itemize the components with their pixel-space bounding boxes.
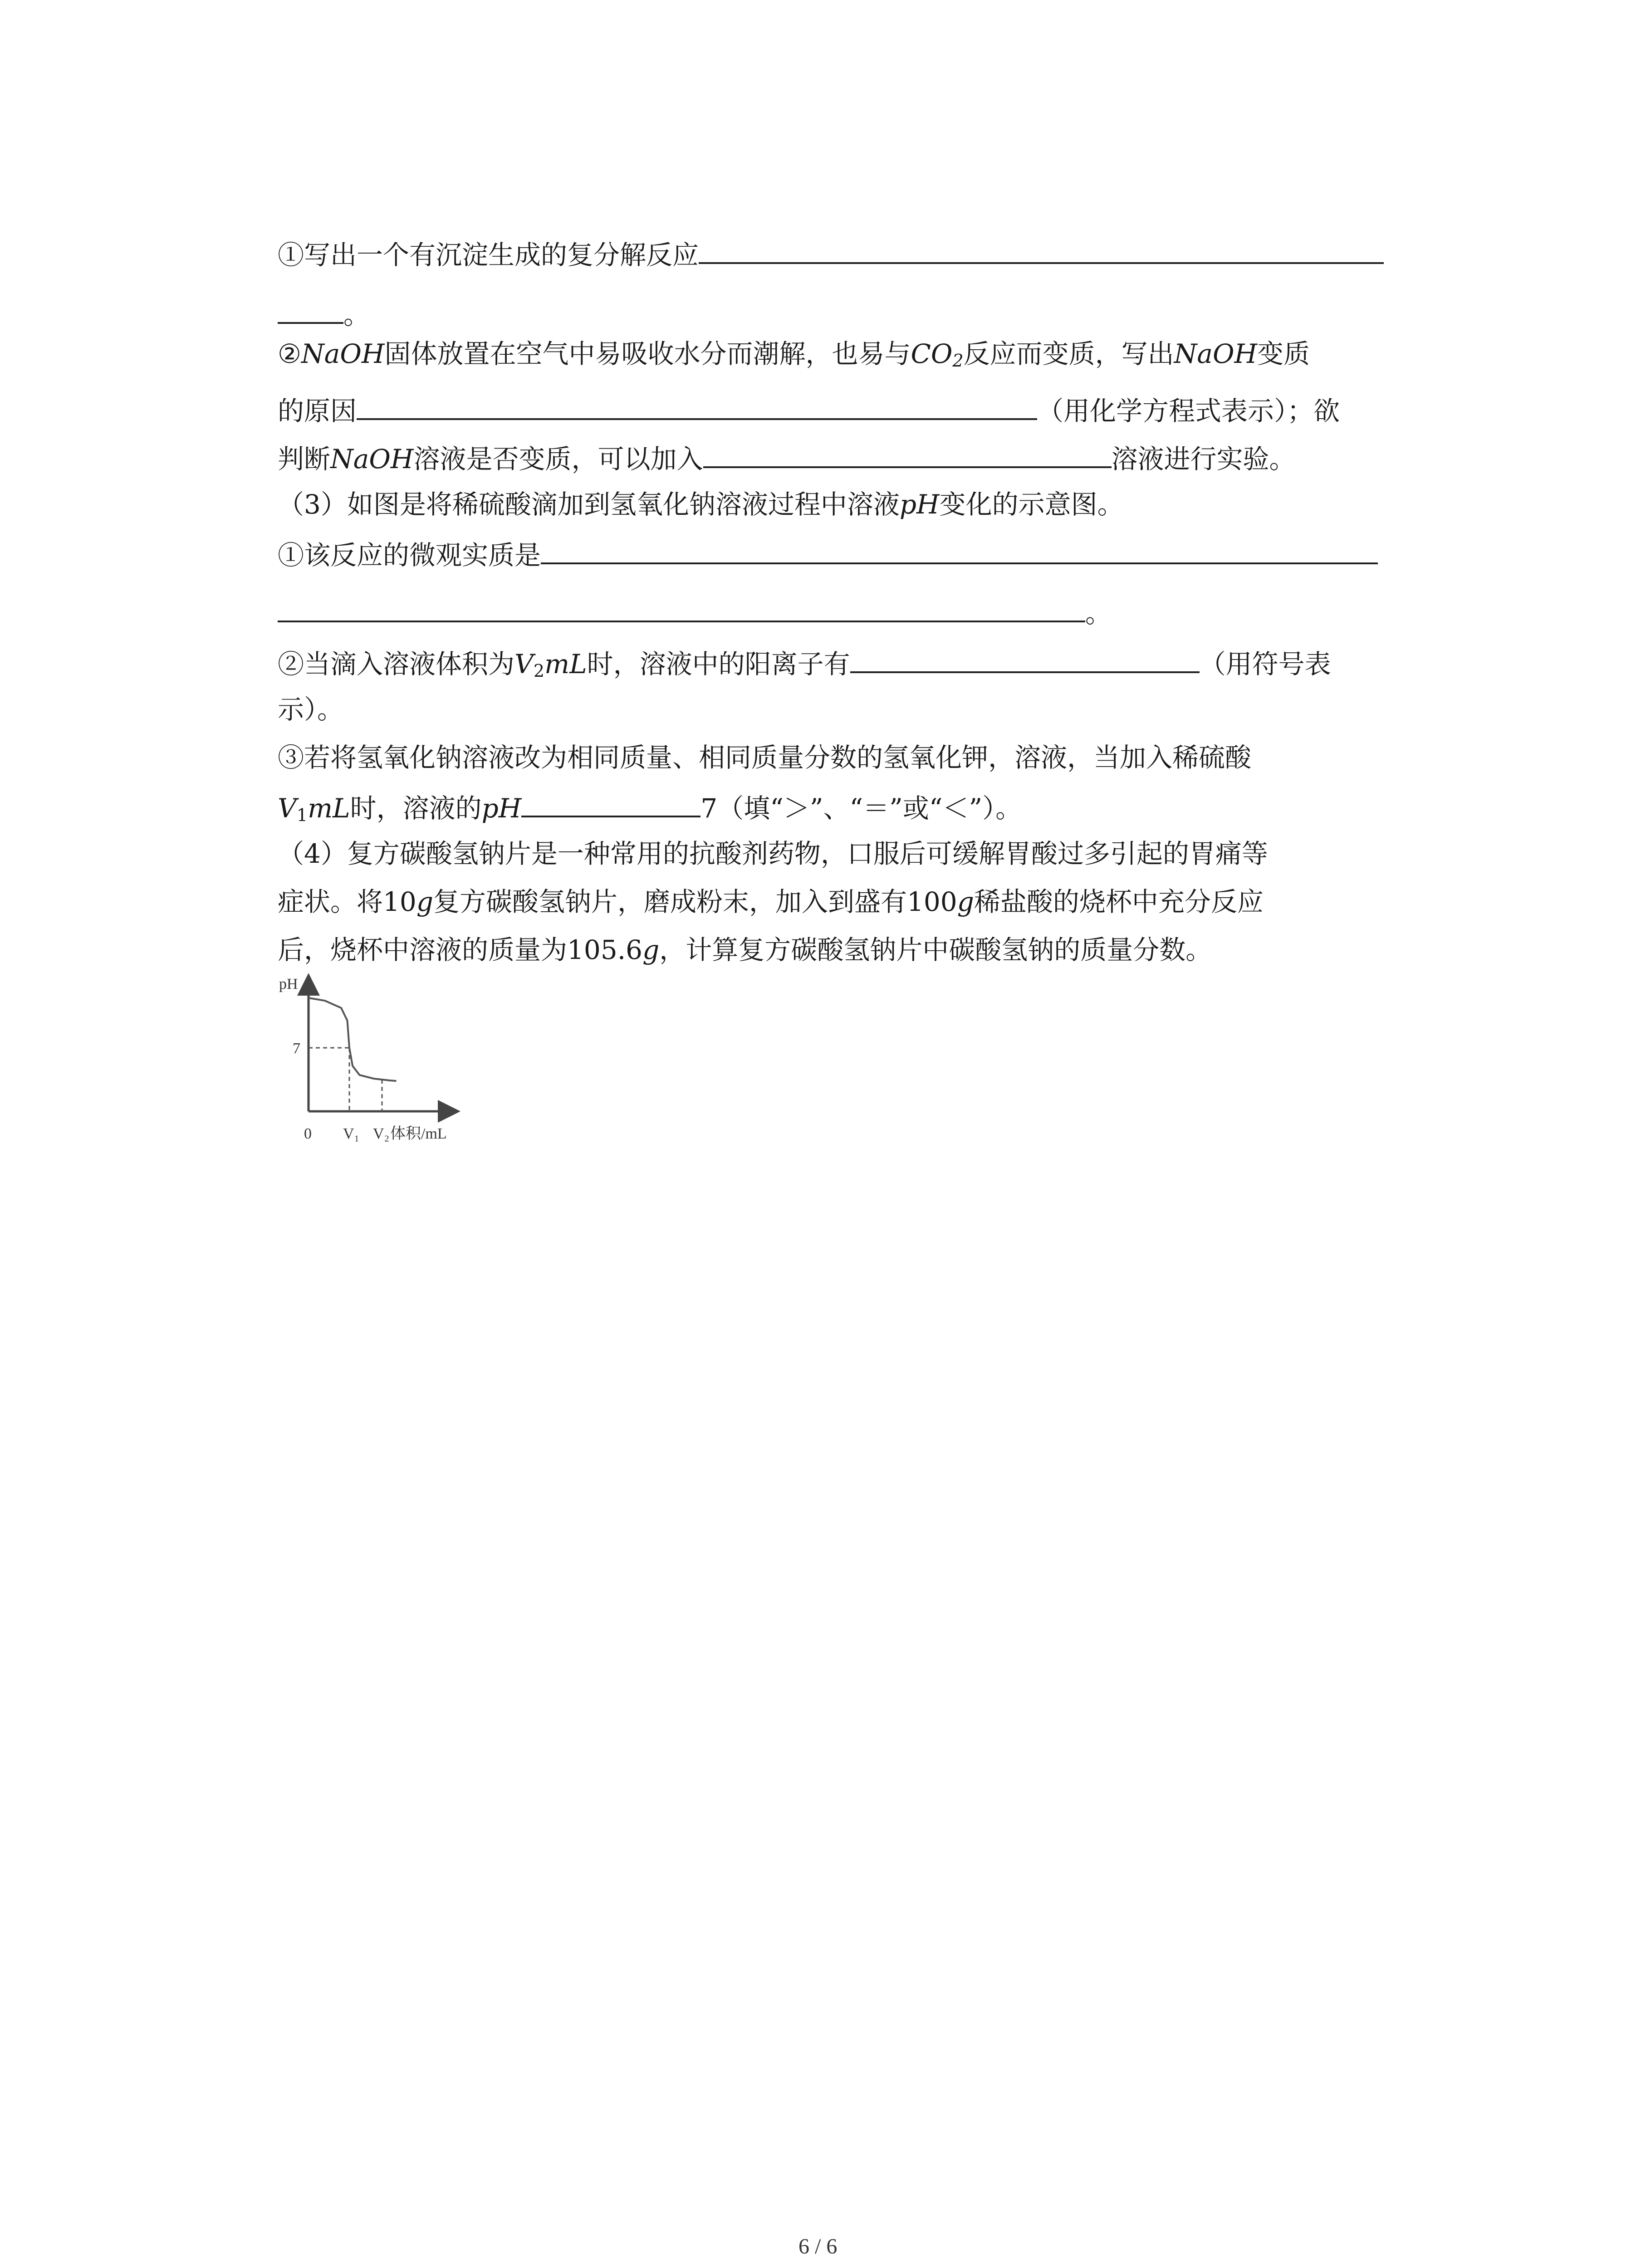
q4-line-1 [278, 836, 1268, 872]
formula-naoh: NaOH [301, 338, 385, 369]
mass-100: 100 [906, 886, 957, 917]
x-axis-label: 体积/mL [390, 1125, 447, 1142]
q3-1-text: ①该反应的微观实质是 [278, 540, 541, 571]
symbol-v2-subscript: 2 [533, 661, 545, 681]
q3-3-text-a: ③若将氢氧化钠溶液改为相同质量、相同质量分数的氢氧化钾，溶液，当加入稀硫酸 [278, 742, 1252, 773]
q1-2-line-1 [278, 336, 1310, 372]
q4-text-e: 后，烧杯中溶液的质量为 [278, 934, 568, 965]
q3-2-cation-blank[interactable] [850, 643, 1200, 673]
q1-1-continue-line [278, 294, 370, 333]
symbol-ph: pH [899, 489, 940, 520]
x-tick-v1: V₁ [343, 1125, 360, 1142]
q1-1-answer-blank-continued[interactable] [278, 294, 343, 324]
symbol-ph: pH [481, 793, 522, 824]
q1-2-text-h: 溶液进行实验。 [1111, 444, 1296, 474]
q1-2-reagent-blank[interactable] [703, 438, 1112, 468]
formula-co2-subscript: 2 [952, 351, 964, 371]
q3-3-line-2 [278, 787, 1022, 826]
q3-3-line-1 [278, 739, 1251, 776]
q1-1-line [278, 234, 1384, 273]
q3-2-text-b: 时，溶液中的阳离子有 [587, 649, 850, 679]
q1-1-text: ①写出一个有沉淀生成的复分解反应 [278, 240, 699, 270]
symbol-v1-subscript: 1 [296, 805, 308, 825]
unit-ml: mL [544, 649, 587, 679]
mass-105-6: 105.6 [567, 934, 643, 965]
q3-1-answer-blank-continued[interactable] [278, 592, 1085, 622]
q1-2-text-e: （用化学方程式表示）；欲 [1037, 396, 1340, 426]
ph-change-chart [254, 971, 463, 1143]
formula-co2: CO [911, 338, 953, 369]
mass-10: 10 [383, 886, 416, 917]
page-number: 6 / 6 [798, 2234, 838, 2258]
q3-intro-text: （3）如图是将稀硫酸滴加到氢氧化钠溶液过程中溶液 [278, 489, 900, 520]
y-axis-label: pH [279, 976, 298, 992]
origin-label: 0 [304, 1125, 312, 1142]
q3-3-text-b: 时，溶液的 [350, 793, 482, 824]
q3-2-text-a: ②当滴入溶液体积为 [278, 649, 515, 679]
q3-3-comparison-blank[interactable] [521, 787, 700, 817]
q3-1-end-mark: 。 [1085, 598, 1112, 629]
q1-2-line-2 [278, 390, 1340, 429]
q4-text-a: （4）复方碳酸氢钠片是一种常用的抗酸剂药物，口服后可缓解胃酸过多引起的胃痛等 [278, 838, 1268, 869]
unit-g: g [642, 934, 660, 965]
q3-1-continue-line [278, 592, 1112, 631]
q4-text-c: 复方碳酸氢钠片，磨成粉末，加入到盛有 [433, 886, 907, 917]
q3-2-line [278, 643, 1331, 682]
q1-1-answer-blank[interactable] [699, 234, 1384, 264]
q4-text-d: 稀盐酸的烧杯中充分反应 [974, 886, 1264, 917]
q4-line-2 [278, 884, 1264, 920]
q3-3-text-c: 7（填“＞”、“＝”或“＜”）。 [700, 793, 1022, 824]
q1-2-marker: ② [278, 338, 301, 369]
q1-2-text-d: 的原因 [278, 396, 357, 426]
formula-naoh: NaOH [330, 444, 414, 474]
ph-curve [309, 998, 397, 1081]
q3-1-answer-blank[interactable] [541, 534, 1378, 564]
q3-2-text-d: 示）。 [278, 694, 344, 725]
symbol-v2: V [514, 649, 534, 679]
q1-2-text-b: 反应而变质，写出 [963, 338, 1174, 369]
q1-2-text-c: 变质 [1257, 338, 1310, 369]
unit-g: g [957, 886, 974, 917]
q1-2-text-g: 溶液是否变质，可以加入 [413, 444, 703, 474]
q3-2-text-c: （用符号表 [1199, 649, 1331, 679]
q3-2-continue-line [278, 691, 343, 728]
y-tick-7: 7 [293, 1040, 300, 1057]
q4-line-3 [278, 932, 1212, 968]
q1-2-line-3 [278, 438, 1296, 477]
q3-1-line [278, 534, 1378, 573]
x-tick-v2: V₂ [373, 1125, 390, 1142]
q1-1-end-mark: 。 [343, 299, 370, 330]
formula-naoh: NaOH [1174, 338, 1258, 369]
q4-text-b: 症状。将 [278, 886, 383, 917]
q1-2-text-f: 判断 [278, 444, 331, 474]
unit-ml: mL [308, 793, 350, 824]
q1-2-text-a: 固体放置在空气中易吸收水分而潮解，也易与 [384, 338, 911, 369]
unit-g: g [416, 886, 433, 917]
symbol-v1: V [278, 793, 297, 824]
q3-intro-text-end: 变化的示意图。 [939, 489, 1124, 520]
q1-2-equation-blank[interactable] [357, 390, 1037, 420]
q3-intro-line [278, 486, 1124, 523]
q4-text-f: ，计算复方碳酸氢钠片中碳酸氢钠的质量分数。 [659, 934, 1212, 965]
